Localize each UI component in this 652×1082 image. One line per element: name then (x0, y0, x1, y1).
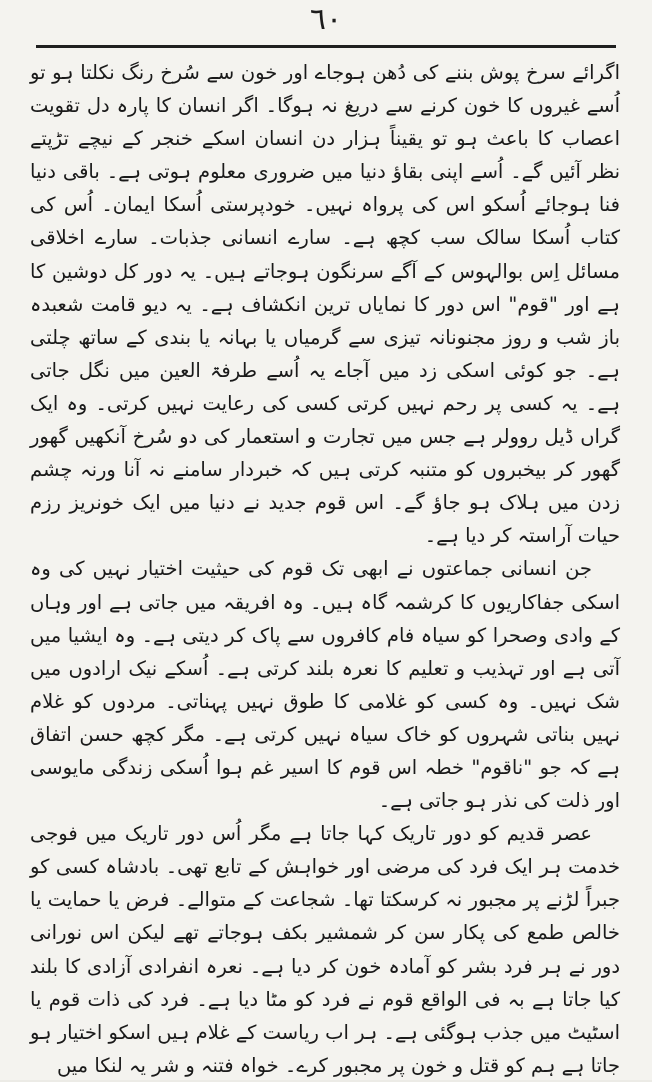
body-text (30, 56, 620, 1082)
paragraph-3: عصر قدیم کو دور تاریک کہا جاتا ہے مگر اُس دور تاریک میں فوجی خدمت ہر ایک فرد کی مرضی اور خواہش کے تابع تھی۔ بادشاہ کسی کو جبراً لڑنے پر مجبور نہ کرسکتا تھا۔ شجاعت کے متوالے۔ فرض یا حمایت یا خالص طمع کی پکار سن کر شمشیر بکف ہوجاتے تھے لیکن اس نورانی دور نے ہر فرد بشر کو آمادہ خون کر دیا ہے۔ نعرہ انفرادی آزادی کا بلند کیا جاتا ہے بہ فی الواقع قوم نے فرد کو مٹا دیا ہے۔ فرد کی ذات قوم یا اسٹیٹ میں جذب ہوگئی ہے۔ ہر اب ریاست کے غلام ہیں اسکو اختیار ہو جاتا ہے ہم کو قتل و خون پر مجبور کرے۔ خواہ فتنہ و شر یہ لنکا میں (30, 822, 620, 1077)
header-rule (36, 45, 616, 48)
page-number: ٦٠ (309, 2, 343, 37)
paragraph-2: جن انسانی جماعتوں نے ابھی تک قوم کی حیثیت اختیار نہیں کی وہ اسکی جفاکاریوں کا کرشمہ گاہ ہیں۔ وہ افریقہ میں جاتی ہے اور وہاں کے وادی وصحرا کو سیاہ فام کافروں سے پاک کر دیتی ہے۔ وہ ایشیا میں آتی ہے اور تہذیب و تعلیم کا نعرہ بلند کرتی ہے۔ اُسکے نیک ارادوں میں شک نہیں۔ وہ کسی کو غلامی کا طوق نہیں پہناتی۔ مردوں کو غلام نہیں بناتی شہروں کو خاک سیاہ نہیں کرتی ہے۔ مگر کچھ حسن اتفاق ہے کہ جو "ناقوم" خطہ اس قوم کا اسیر غم ہوا اُسکی زندگی مایوسی اور ذلت کی نذر ہو جاتی ہے۔ (30, 557, 620, 813)
paragraph-1: اگرائے سرخ پوش بننے کی دُھن ہوجاے اور خون سے سُرخ رنگ نکلتا ہو تو اُسے غیروں کا خون کرنے سے دریغ نہ ہوگا۔ اگر انسان کا پارہ دل تقویت اعصاب کا باعث ہو تو یقیناً ہزار دن انسان اسکے خنجر کے نیچے تڑپتے نظر آئیں گے۔ اُسے اپنی بقاؤ دنیا میں ضروری معلوم ہوتی ہے۔ باقی دنیا فنا ہوجائے اُسکو اس کی پرواہ نہیں۔ خودپرستی اُسکا ایمان۔ اُس کی کتاب اُسکا سالک سب کچھ ہے۔ سارے انسانی جذبات۔ سارے اخلاقی مسائل اِس بوالہوس کے آگے سرنگون ہوجاتے ہیں۔ یہ دور کل دوشین کا ہے اور "قوم" اس دور کا نمایاں ترین انکشاف ہے۔ یہ دیو قامت شعبدہ باز شب و روز مجنونانہ تیزی سے گرمیاں یا بہانہ یا بندی کے ساتھ چلتی ہے۔ جو کوئی اسکی زد میں آجاے یہ اُسے طرفۃ العین میں نگل جاتی ہے۔ یہ کسی پر رحم نہیں کرتی کسی کی رعایت نہیں کرتی۔ وہ ایک گراں ڈیل روولر ہے جس میں تجارت و استعمار کی دو سُرخ آنکھیں گھور گھور کر بیخبروں کو متنبہ کرتی ہیں کہ خبردار سامنے نہ آنا ورنہ چشم زدن میں ہلاک ہو جاؤ گے۔ اس قوم جدید نے دنیا میں ایک خونریز رزم حیات آراستہ کر دیا ہے۔ (30, 61, 620, 548)
